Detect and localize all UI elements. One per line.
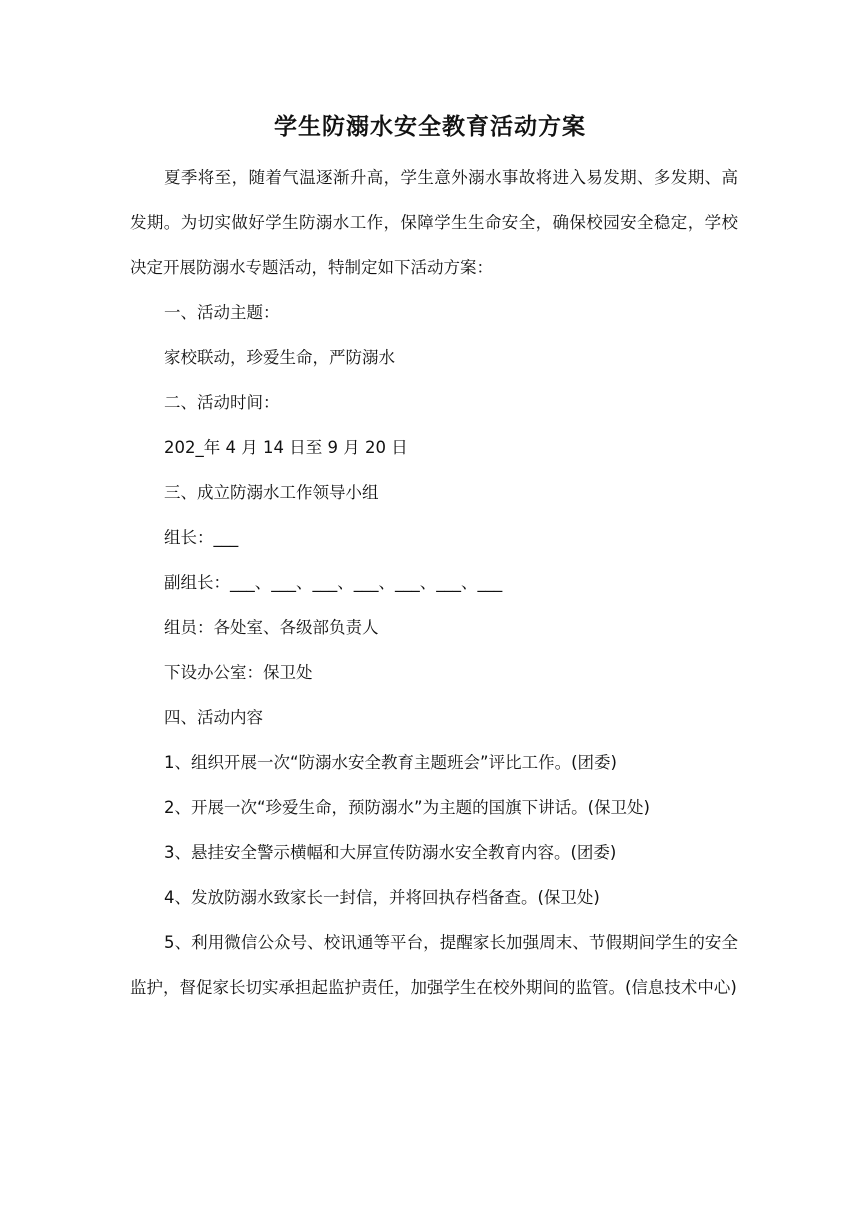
section-heading-theme: 一、活动主题：: [164, 303, 280, 322]
office-line: 下设办公室：保卫处: [164, 663, 313, 682]
list-item: 4、发放防溺水致家长一封信，并将回执存档备查。(保卫处): [164, 888, 600, 907]
list-item: 5、利用微信公众号、校讯通等平台，提醒家长加强周末、节假期间学生的安全监护，督促家长切实承担起监护责任，加强学生在校外期间的监管。(信息技术中心): [130, 933, 738, 997]
deputy-leaders-line: 副组长：___、___、___、___、___、___、___: [164, 573, 503, 592]
document-title: 学生防溺水安全教育活动方案: [274, 114, 586, 140]
list-item: 2、开展一次“珍爱生命，预防溺水”为主题的国旗下讲话。(保卫处): [164, 798, 650, 817]
list-item: 3、悬挂安全警示横幅和大屏宣传防溺水安全教育内容。(团委): [164, 843, 617, 862]
section-heading-content: 四、活动内容: [164, 708, 263, 727]
document-body: [130, 155, 738, 1010]
leader-line: 组长：___: [164, 528, 239, 547]
list-item: 1、组织开展一次“防溺水安全教育主题班会”评比工作。(团委): [164, 753, 617, 772]
members-line: 组员：各处室、各级部负责人: [164, 618, 379, 637]
theme-text: 家校联动，珍爱生命，严防溺水: [164, 348, 395, 367]
intro-paragraph: 夏季将至，随着气温逐渐升高，学生意外溺水事故将进入易发期、多发期、高发期。为切实做好学生防溺水工作，保障学生生命安全，确保校园安全稳定，学校决定开展防溺水专题活动，特制定如下活动方案：: [130, 168, 738, 277]
time-text: 202_年 4 月 14 日至 9 月 20 日: [164, 438, 408, 457]
section-heading-group: 三、成立防溺水工作领导小组: [164, 483, 379, 502]
section-heading-time: 二、活动时间：: [164, 393, 280, 412]
